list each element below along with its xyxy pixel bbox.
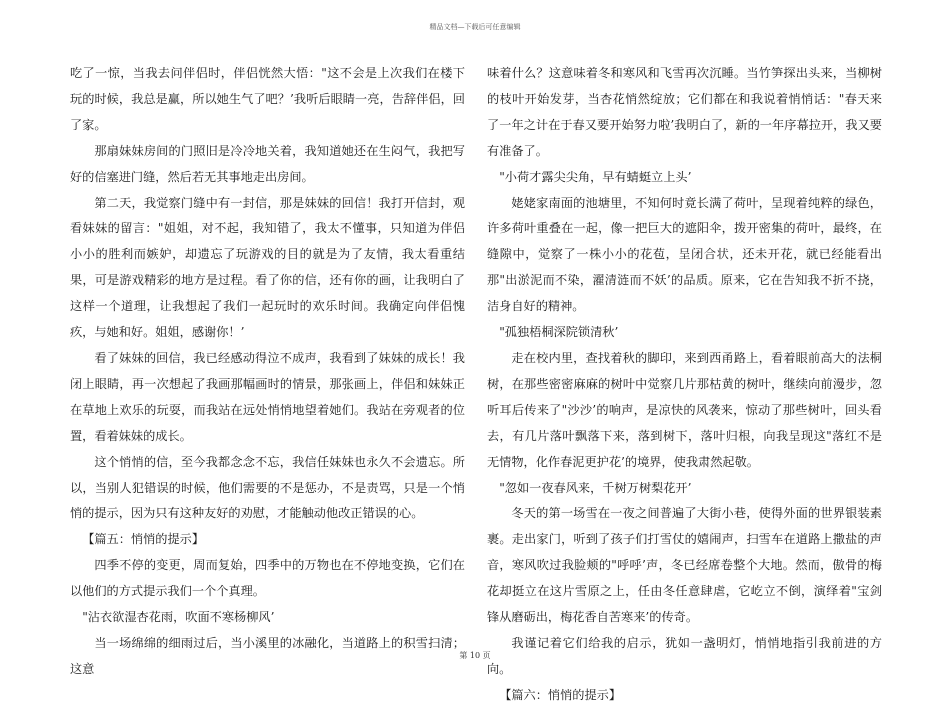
paragraph: 我谨记着它们给我的启示，犹如一盏明灯，悄悄地指引我前进的方向。 [487, 635, 882, 676]
paragraph: 四季不停的变更，周而复始，四季中的万物也在不停地变换，它们在以他们的方式提示我们一个个真理。 [70, 558, 465, 599]
paragraph: 第二天，我觉察门缝中有一封信，那是妹妹的回信！我打开信封，观看妹妹的留言："姐姐，对不起，我知错了，我太不懂事，只知道为伴侣小小的胜利而嫉妒，却遗忘了玩游戏的目的就是为了友情，我太看重结果，可是游戏精彩的地方是过程。看了你的信，还有你的画，让我明白了这样一个道理，让我想起了我们一起玩时的欢乐时间。我确定向伴侣愧疚，与她和好。姐姐，感谢你！’ [70, 195, 465, 340]
paragraph: 当一场绵绵的细雨过后，当小溪里的冰融化，当道路上的积雪扫清；这意 [70, 635, 465, 676]
paragraph: 那扇妹妹房间的门照旧是冷冷地关着，我知道她还在生闷气，我把写好的信塞进门缝，然后若无其事地走出房间。 [70, 143, 465, 184]
poem-quote: "孤独梧桐深院锁清秋’ [499, 325, 619, 340]
page-number: 第 10 页 [459, 651, 491, 660]
section-heading: 【篇六：悄悄的提示】 [499, 687, 622, 702]
left-column [70, 61, 465, 683]
paragraph: 姥姥家南面的池塘里，不知何时竟长满了荷叶，呈现着纯粹的绿色，许多荷叶重叠在一起，像一把巨大的遮阳伞，拨开密集的荷叶，最终，在缝隙中，觉察了一株小小的花苞，呈闭合状，还未开花，就已经能看出那"出淤泥而不染，濯清涟而不妖’的品质。原来，它在告知我不折不挠，洁身自好的精神。 [487, 195, 882, 314]
poem-quote: "忽如一夜春风来，千树万树梨花开’ [499, 480, 692, 495]
paragraph: 味着什么？这意味着冬和寒风和飞雪再次沉睡。当竹笋探出头来，当柳树的枝叶开始发芽，当杏花悄然绽放；它们都在和我说着悄悄话："春天来了一年之计在于春又要开始努力啦’我明白了，新的一年序幕拉开，我又要有准备了。 [487, 66, 882, 158]
paragraph: 这个悄悄的信，至今我都念念不忘，我信任妹妹也永久不会遗忘。所以，当别人犯错误的时候，他们需要的不是惩办，不是责骂，只是一个悄悄的提示，因为只有这种友好的劝慰，才能触动他改正错误的心。 [70, 454, 465, 521]
right-column [487, 61, 882, 709]
page-header: 精品文档—下载后可任意编辑 [429, 23, 521, 31]
paragraph: 吃了一惊，当我去问伴侣时，伴侣恍然大悟："这不会是上次我们在楼下玩的时候，我总是赢，所以她生气了吧？’我听后眼睛一亮，告辞伴侣，回了家。 [70, 66, 465, 132]
section-heading: 【篇五：悄悄的提示】 [82, 532, 205, 547]
poem-quote: "小荷才露尖尖角，早有蜻蜓立上头’ [499, 169, 692, 184]
paragraph: 走在校内里，查找着秋的脚印，来到西甬路上，看着眼前高大的法桐树，在那些密密麻麻的树叶中觉察几片那枯黄的树叶，继续向前漫步，忽听耳后传来了"沙沙’的响声，是凉快的风袭来，惊动了那些树叶，回头看去，有几片落叶飘落下来，落到树下，落叶归根，向我呈现这"落红不是无情物，化作春泥更护花’的境界，使我肃然起敬。 [487, 350, 882, 469]
paragraph: 冬天的第一场雪在一夜之间普遍了大街小巷，使得外面的世界银装素裹。走出家门，听到了孩子们打雪仗的嬉闹声，扫雪车在道路上撒盐的声音，寒风吹过我脸颊的"呼呼’声，冬已经席卷整个大地。然而，傲骨的梅花却挺立在这片雪原之上，任由冬任意肆虐，它屹立不倒，演绎着"宝剑锋从磨砺出，梅花香自苦寒来’的传奇。 [487, 506, 882, 625]
poem-quote: "沾衣欲湿杏花雨，吹面不寒杨柳风’ [82, 610, 275, 625]
paragraph: 看了妹妹的回信，我已经感动得泣不成声，我看到了妹妹的成长！我闭上眼睛，再一次想起了我画那幅画时的情景，那张画上，伴侣和妹妹正在草地上欢乐的玩耍，而我站在远处悄悄地望着她们。我站在旁观者的位置，看着妹妹的成长。 [70, 350, 465, 443]
